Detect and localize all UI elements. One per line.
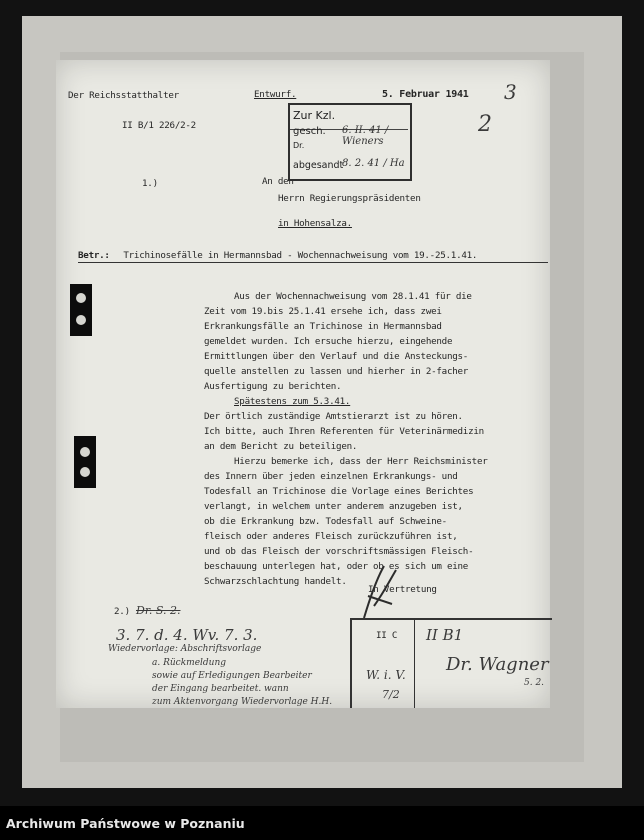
body-line: beschauung unterlegen hat, oder ob es sich um eine [204,561,469,572]
body-line: fleisch oder anderes Fleisch zurückzuführen ist, [204,531,458,542]
body-line: Hierzu bemerke ich, dass der Herr Reichsminister [234,456,488,467]
page-number: 3 [504,80,517,104]
body-line: Ausfertigung zu berichten. [204,381,342,392]
body-line: Zeit vom 19.bis 25.1.41 ersehe ich, dass zwei [204,306,442,317]
handwritten-note: a. Rückmeldung [152,658,227,668]
body-line: gemeldet wurden. Ich ersuche hierzu, eingehende [204,336,453,347]
body-line: Erkrankungsfälle an Trichinose in Hermannsbad [204,321,442,332]
body-line: Ermittlungen über den Verlauf und die Ansteckungs- [204,351,469,362]
stamp-label: abgesandt [293,160,344,171]
body-line: verlangt, in welchem unter anderem anzugeben ist, [204,501,463,512]
item-two: 2.) [114,606,130,617]
dept-right-date: 5. 2. [524,678,545,688]
body-line: an dem Bericht zu beteiligen. [204,441,358,452]
addressee-line3: in Hohensalza. [278,218,352,229]
signature-line: In Vertretung [368,584,437,595]
body-line: Aus der Wochennachweisung vom 28.1.41 für die [234,291,472,302]
dept-right-header: II B1 [426,626,464,644]
stamp-value: 8. 2. 41 / Ha [342,158,405,169]
chancellery-stamp [288,103,412,181]
stamp-label: Dr. [293,141,305,150]
department-box [350,618,552,708]
punch-hole [74,436,96,488]
sender: Der Reichsstatthalter [68,90,179,101]
dept-left-header: II C [376,630,398,641]
stamp-value: 6. II. 41 / Wieners [342,125,389,147]
item-two-struck: Dr. S. 2. [136,604,181,617]
addressee-line1: An den [262,176,294,187]
dept-right-signature: Dr. Wagner [446,654,549,675]
body-line: ob die Erkrankung bzw. Todesfall auf Schweine- [204,516,447,527]
dept-left-note: W. i. V. [366,668,406,682]
draft-label: Entwurf. [254,89,297,100]
body-line: des Innern über jeden einzelnen Erkrankungs- und [204,471,458,482]
subject-line [78,243,548,263]
deadline-line: Spätestens zum 5.3.41. [234,396,351,407]
item-one: 1.) [142,178,158,189]
archive-footer [0,806,644,840]
handwritten-note: der Eingang bearbeitet. wann [152,684,289,694]
handwritten-note: zum Aktenvorgang Wiedervorlage H.H. [152,697,333,707]
body-line: Schwarzschlachtung handelt. [204,576,347,587]
archive-label: Archiwum Państwowe w Poznaniu [6,816,245,831]
addressee-line2: Herrn Regierungspräsidenten [278,193,421,204]
stamp-row [290,141,408,155]
punch-hole [70,284,92,336]
body-line: Der örtlich zuständige Amtstierarzt ist zu hören. [204,411,463,422]
subject-text: Trichinosefälle in Hermannsbad - Wochennachweisung vom 19.-25.1.41. [123,250,478,261]
dept-divider [414,620,415,708]
document-date: 5. Februar 1941 [382,89,469,100]
handwritten-date: 3. 7. d. 4. Wv. 7. 3. [116,626,258,644]
subject-label: Betr.: [78,250,110,261]
body-line: und ob das Fleisch der vorschriftsmässigen Fleisch- [204,546,474,557]
corner-mark: 2 [478,112,492,137]
stamp-row [290,155,408,177]
stamp-label: gesch. [293,126,326,137]
dept-left-date: 7/2 [382,688,400,701]
handwritten-note: sowie auf Erledigungen Bearbeiter [152,671,312,681]
body-line: quelle anstellen zu lassen und hierher in 2-facher [204,366,469,377]
reference-number: II B/1 226/2-2 [122,120,196,131]
handwritten-note: Wiedervorlage: Abschriftsvorlage [108,644,262,654]
body-line: Todesfall an Trichinose die Vorlage eines Berichtes [204,486,474,497]
stamp-label: Zur Kzl. [293,109,336,122]
body-line: Ich bitte, auch Ihren Referenten für Veterinärmedizin [204,426,484,437]
